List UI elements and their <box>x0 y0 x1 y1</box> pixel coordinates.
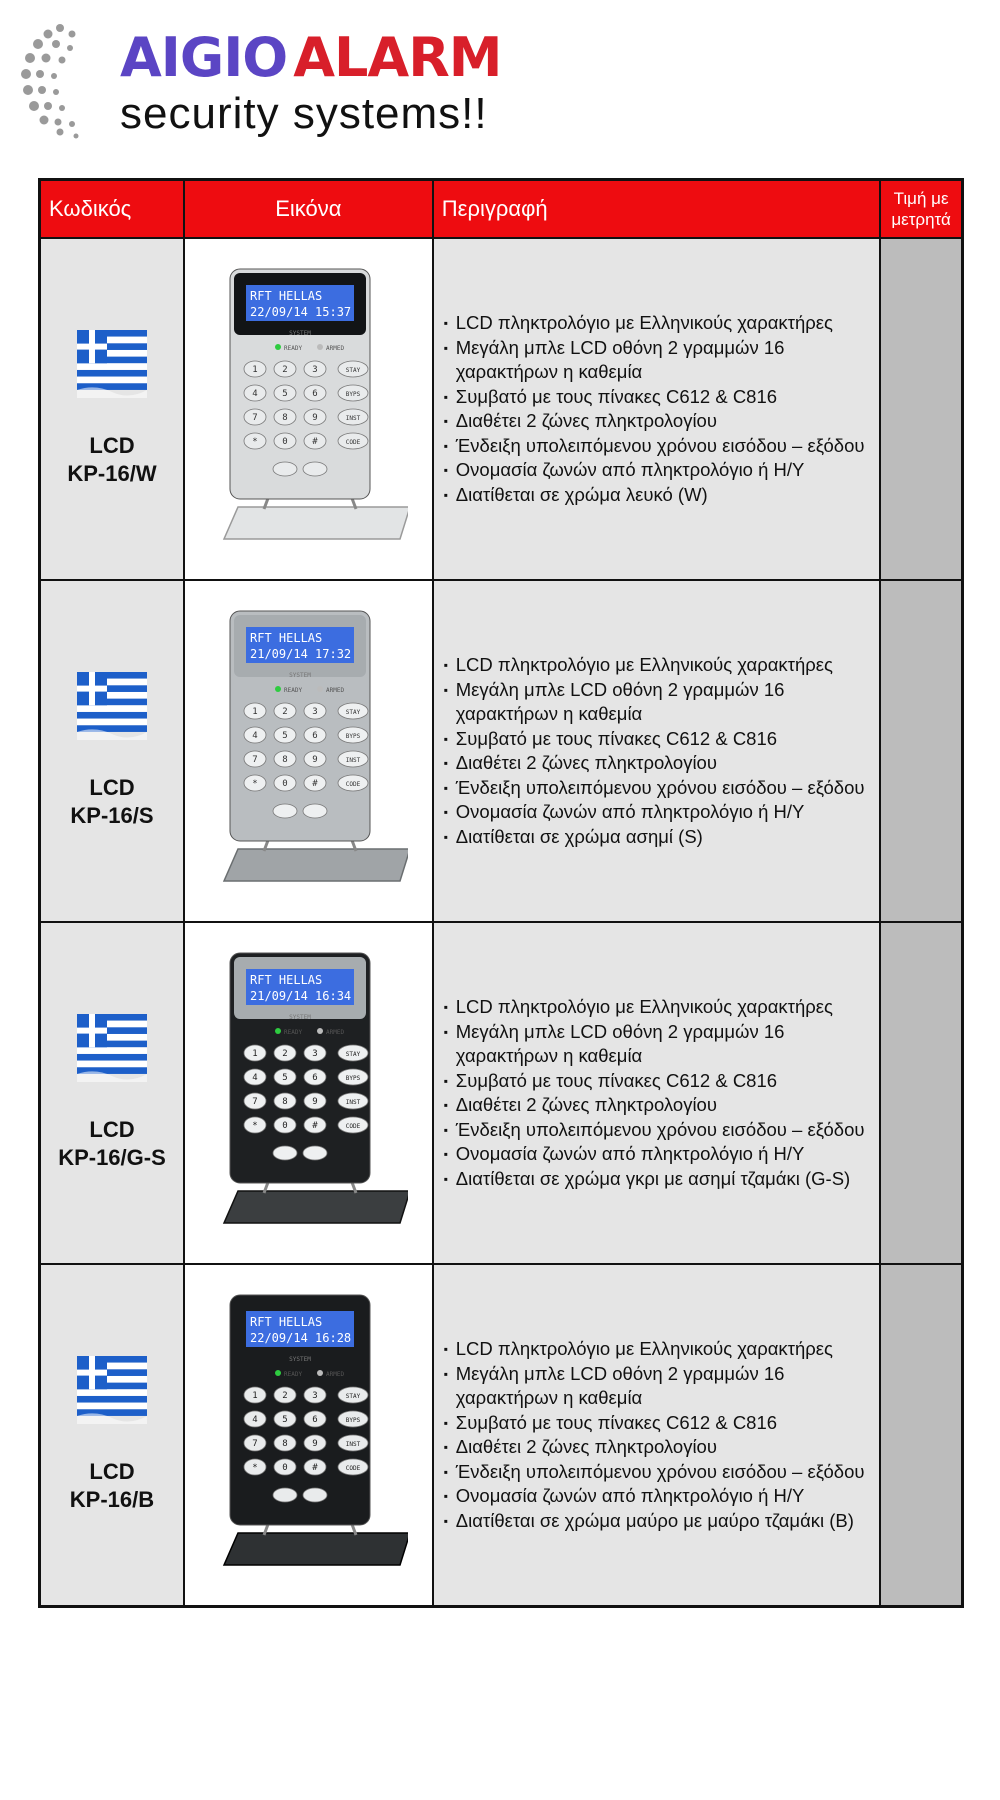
feature-item: ▪ Διατίθεται σε χρώμα μαύρο με μαύρο τζαμάκι (B) <box>444 1509 871 1534</box>
feature-item: ▪ Ονομασία ζωνών από πληκτρολόγιο ή Η/Υ <box>444 800 871 825</box>
lcd-line1: RFT HELLAS <box>250 972 323 987</box>
feature-item: ▪ Ένδειξη υπολειπόμενου χρόνου εισόδου – εξόδου <box>444 1460 871 1485</box>
greek-flag-icon <box>77 672 147 740</box>
keypad-key-label: 6 <box>312 388 319 399</box>
feature-list <box>434 311 879 507</box>
product-code-cell <box>40 1264 184 1607</box>
keypad-key-label: 7 <box>252 1438 259 1449</box>
lcd-line1: RFT HELLAS <box>250 1314 323 1329</box>
led-ready-label: READY <box>284 686 303 694</box>
product-code-line2: KP-16/G-S <box>58 1145 166 1170</box>
feature-list <box>434 653 879 849</box>
product-code-cell <box>40 922 184 1264</box>
keypad-key-label: * <box>252 778 259 789</box>
keypad-key-label: CODE <box>346 1122 361 1130</box>
product-description-cell <box>433 922 880 1264</box>
feature-item: ▪ LCD πληκτρολόγιο με Ελληνικούς χαρακτήρες <box>444 653 871 678</box>
feature-item: ▪ LCD πληκτρολόγιο με Ελληνικούς χαρακτήρες <box>444 1337 871 1362</box>
keypad-key-label: CODE <box>346 780 361 788</box>
keypad-key-label: 2 <box>282 1048 289 1059</box>
lcd-line2: 21/09/14 16:34 <box>250 988 352 1003</box>
product-price-cell <box>880 580 962 922</box>
product-code-line1: LCD <box>89 1459 135 1484</box>
system-label: SYSTEM <box>289 329 312 337</box>
keypad-key-label: CODE <box>346 438 361 446</box>
keypad-key-label: 5 <box>282 1072 289 1083</box>
lcd-line2: 21/09/14 17:32 <box>250 646 352 661</box>
product-description-cell <box>433 1264 880 1607</box>
keypad-key-label: 2 <box>282 1390 289 1401</box>
keypad-key-label: CODE <box>346 1464 361 1472</box>
product-code-cell <box>40 238 184 580</box>
product-code-cell <box>40 580 184 922</box>
keypad-key-label: 0 <box>282 1462 289 1473</box>
keypad-key-label: BYPS <box>346 1074 361 1082</box>
keypad-key-label: * <box>252 436 259 447</box>
feature-item: ▪ Συμβατό με τους πίνακες C612 & C816 <box>444 1411 871 1436</box>
feature-item: ▪ LCD πληκτρολόγιο με Ελληνικούς χαρακτήρες <box>444 995 871 1020</box>
header-description: Περιγραφή <box>433 180 880 239</box>
keypad-key-label: 1 <box>252 364 259 375</box>
led-ready-label: READY <box>284 344 303 352</box>
feature-item: ▪ Ένδειξη υπολειπόμενου χρόνου εισόδου – εξόδου <box>444 1118 871 1143</box>
keypad-key-label: 1 <box>252 706 259 717</box>
header-code: Κωδικός <box>40 180 184 239</box>
keypad-key-label: # <box>312 1462 319 1473</box>
product-code-line1: LCD <box>89 775 135 800</box>
system-label: SYSTEM <box>289 671 312 679</box>
keypad-key-label: 9 <box>312 412 319 423</box>
keypad-key-label: INST <box>346 756 361 764</box>
keypad-key-label: STAY <box>346 366 361 374</box>
led-armed-label: ARMED <box>326 1028 345 1036</box>
keypad-product-image <box>208 1283 408 1583</box>
feature-item: ▪ Μεγάλη μπλε LCD οθόνη 2 γραμμών 16 χαρακτήρων η καθεμία <box>444 336 871 385</box>
feature-item: ▪ Συμβατό με τους πίνακες C612 & C816 <box>444 1069 871 1094</box>
feature-item: ▪ Διατίθεται σε χρώμα γκρι με ασημί τζαμάκι (G-S) <box>444 1167 871 1192</box>
keypad-key-label: INST <box>346 414 361 422</box>
lcd-line1: RFT HELLAS <box>250 288 323 303</box>
feature-item: ▪ Συμβατό με τους πίνακες C612 & C816 <box>444 385 871 410</box>
keypad-key-label: 4 <box>252 1072 259 1083</box>
feature-item: ▪ Διαθέτει 2 ζώνες πληκτρολογίου <box>444 1435 871 1460</box>
product-image-cell <box>184 238 433 580</box>
keypad-key-label: 3 <box>312 706 319 717</box>
keypad-key-label: 3 <box>312 364 319 375</box>
brand-name-part2: ALARM <box>293 26 502 89</box>
system-label: SYSTEM <box>289 1013 312 1021</box>
keypad-key-label: 4 <box>252 730 259 741</box>
lcd-line2: 22/09/14 16:28 <box>250 1330 352 1345</box>
product-code-line2: KP-16/B <box>69 1487 155 1512</box>
brand-tagline: security systems!! <box>120 89 488 138</box>
keypad-key-label: 0 <box>282 778 289 789</box>
table-row <box>40 1264 963 1607</box>
keypad-key-label: 8 <box>282 1096 289 1107</box>
keypad-key-label: 8 <box>282 754 289 765</box>
table-row <box>40 922 963 1264</box>
feature-item: ▪ Διαθέτει 2 ζώνες πληκτρολογίου <box>444 1093 871 1118</box>
feature-list <box>434 995 879 1191</box>
keypad-key-label: 5 <box>282 1414 289 1425</box>
product-image-cell <box>184 1264 433 1607</box>
keypad-key-label: * <box>252 1462 259 1473</box>
keypad-key-label: 0 <box>282 436 289 447</box>
feature-item: ▪ Μεγάλη μπλε LCD οθόνη 2 γραμμών 16 χαρακτήρων η καθεμία <box>444 1362 871 1411</box>
keypad-key-label: 9 <box>312 1096 319 1107</box>
brand-name <box>120 26 502 90</box>
product-price-cell <box>880 238 962 580</box>
product-table <box>38 178 964 1608</box>
feature-item: ▪ Μεγάλη μπλε LCD οθόνη 2 γραμμών 16 χαρακτήρων η καθεμία <box>444 1020 871 1069</box>
keypad-key-label: INST <box>346 1440 361 1448</box>
feature-item: ▪ Συμβατό με τους πίνακες C612 & C816 <box>444 727 871 752</box>
feature-item: ▪ Ονομασία ζωνών από πληκτρολόγιο ή Η/Υ <box>444 1142 871 1167</box>
keypad-key-label: STAY <box>346 1392 361 1400</box>
keypad-key-label: 4 <box>252 388 259 399</box>
keypad-key-label: 5 <box>282 388 289 399</box>
greek-flag-icon <box>77 330 147 398</box>
keypad-key-label: 6 <box>312 1072 319 1083</box>
keypad-key-label: 6 <box>312 1414 319 1425</box>
system-label: SYSTEM <box>289 1355 312 1363</box>
led-ready-label: READY <box>284 1370 303 1378</box>
keypad-key-label: 2 <box>282 706 289 717</box>
keypad-key-label: # <box>312 436 319 447</box>
product-code-line2: KP-16/W <box>67 461 157 486</box>
lcd-line1: RFT HELLAS <box>250 630 323 645</box>
feature-item: ▪ Διατίθεται σε χρώμα ασημί (S) <box>444 825 871 850</box>
keypad-key-label: STAY <box>346 1050 361 1058</box>
keypad-key-label: BYPS <box>346 390 361 398</box>
table-header-row <box>40 180 963 239</box>
product-price-cell <box>880 1264 962 1607</box>
keypad-key-label: 7 <box>252 1096 259 1107</box>
keypad-product-image <box>208 257 408 557</box>
keypad-key-label: 3 <box>312 1390 319 1401</box>
product-image-cell <box>184 922 433 1264</box>
led-armed-label: ARMED <box>326 1370 345 1378</box>
keypad-key-label: 8 <box>282 412 289 423</box>
product-code-line1: LCD <box>89 433 135 458</box>
keypad-product-image <box>208 941 408 1241</box>
feature-list <box>434 1337 879 1533</box>
keypad-product-image <box>208 599 408 899</box>
product-code-line2: KP-16/S <box>70 803 154 828</box>
keypad-key-label: BYPS <box>346 1416 361 1424</box>
feature-item: ▪ Ένδειξη υπολειπόμενου χρόνου εισόδου – εξόδου <box>444 776 871 801</box>
brand-name-part1: AIGIO <box>120 26 288 89</box>
keypad-key-label: # <box>312 1120 319 1131</box>
feature-item: ▪ Διατίθεται σε χρώμα λευκό (W) <box>444 483 871 508</box>
keypad-key-label: 9 <box>312 1438 319 1449</box>
feature-item: ▪ Ονομασία ζωνών από πληκτρολόγιο ή Η/Υ <box>444 1484 871 1509</box>
feature-item: ▪ Ένδειξη υπολειπόμενου χρόνου εισόδου – εξόδου <box>444 434 871 459</box>
logo-dots-icon <box>20 20 110 140</box>
keypad-key-label: BYPS <box>346 732 361 740</box>
keypad-key-label: 2 <box>282 364 289 375</box>
keypad-key-label: 0 <box>282 1120 289 1131</box>
keypad-key-label: STAY <box>346 708 361 716</box>
feature-item: ▪ Διαθέτει 2 ζώνες πληκτρολογίου <box>444 409 871 434</box>
product-code-line1: LCD <box>89 1117 135 1142</box>
keypad-key-label: 9 <box>312 754 319 765</box>
keypad-key-label: 3 <box>312 1048 319 1059</box>
led-armed-label: ARMED <box>326 686 345 694</box>
greek-flag-icon <box>77 1356 147 1424</box>
keypad-key-label: 1 <box>252 1048 259 1059</box>
feature-item: ▪ Ονομασία ζωνών από πληκτρολόγιο ή Η/Υ <box>444 458 871 483</box>
keypad-key-label: 4 <box>252 1414 259 1425</box>
keypad-key-label: 8 <box>282 1438 289 1449</box>
table-row <box>40 238 963 580</box>
keypad-key-label: INST <box>346 1098 361 1106</box>
feature-item: ▪ Διαθέτει 2 ζώνες πληκτρολογίου <box>444 751 871 776</box>
header-price: Τιμή με μετρητά <box>880 180 962 239</box>
keypad-key-label: 7 <box>252 412 259 423</box>
product-image-cell <box>184 580 433 922</box>
keypad-key-label: 5 <box>282 730 289 741</box>
feature-item: ▪ LCD πληκτρολόγιο με Ελληνικούς χαρακτήρες <box>444 311 871 336</box>
keypad-key-label: 6 <box>312 730 319 741</box>
led-ready-label: READY <box>284 1028 303 1036</box>
lcd-line2: 22/09/14 15:37 <box>250 304 352 319</box>
header-image: Εικόνα <box>184 180 433 239</box>
company-logo <box>20 20 580 150</box>
keypad-key-label: * <box>252 1120 259 1131</box>
led-armed-label: ARMED <box>326 344 345 352</box>
keypad-key-label: # <box>312 778 319 789</box>
product-description-cell <box>433 580 880 922</box>
product-description-cell <box>433 238 880 580</box>
keypad-key-label: 1 <box>252 1390 259 1401</box>
feature-item: ▪ Μεγάλη μπλε LCD οθόνη 2 γραμμών 16 χαρακτήρων η καθεμία <box>444 678 871 727</box>
table-row <box>40 580 963 922</box>
greek-flag-icon <box>77 1014 147 1082</box>
keypad-key-label: 7 <box>252 754 259 765</box>
product-price-cell <box>880 922 962 1264</box>
